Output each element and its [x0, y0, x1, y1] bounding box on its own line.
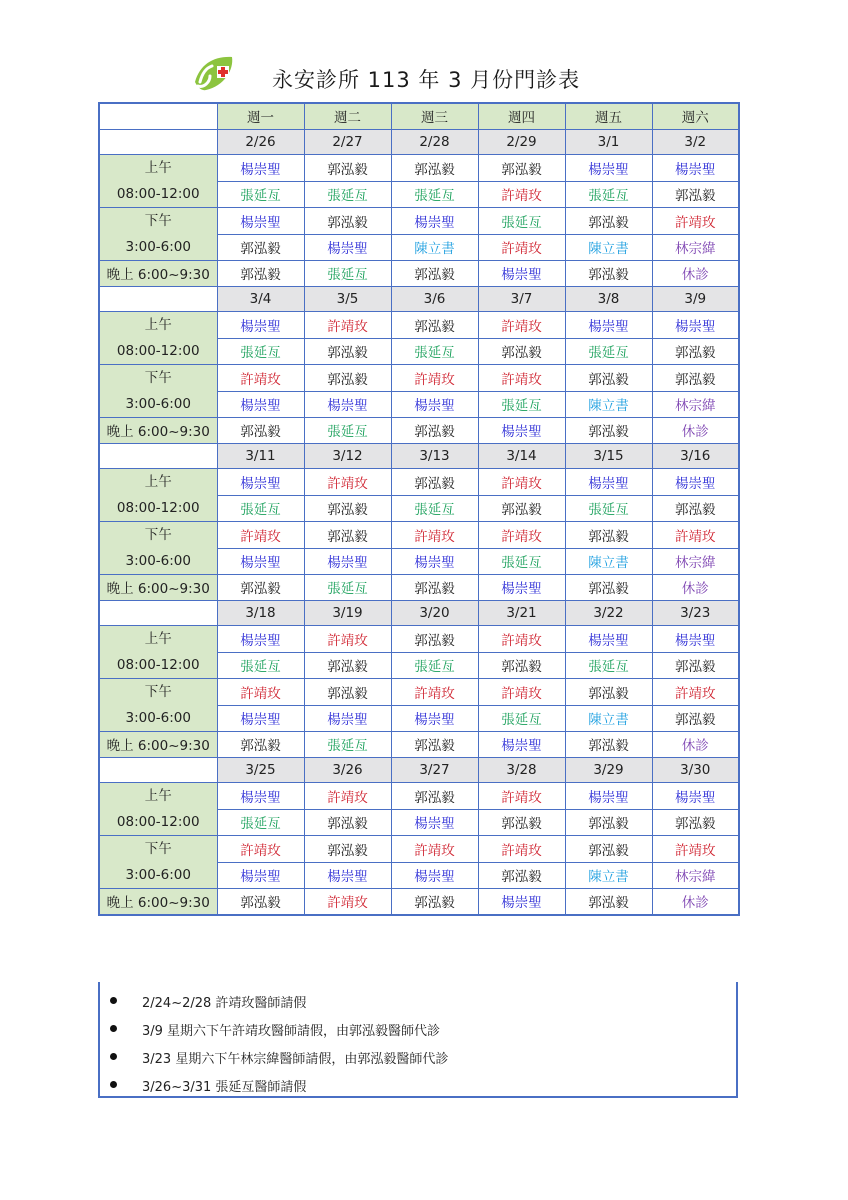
date-cell: 2/27 [304, 129, 391, 155]
am-label [99, 783, 217, 836]
doctor-cell: 郭泓毅 [217, 732, 304, 758]
doctor-cell: 郭泓毅 [565, 522, 652, 549]
pm-label-name: 下午 [144, 684, 172, 700]
doctor-cell: 郭泓毅 [652, 495, 739, 522]
doctor-cell: 休診 [652, 732, 739, 758]
doctor-cell: 張延亙 [565, 652, 652, 679]
pm-label [99, 522, 217, 575]
doctor-cell: 郭泓毅 [565, 208, 652, 235]
date-cell: 2/29 [478, 129, 565, 155]
doctor-cell: 張延亙 [217, 181, 304, 208]
doctor-cell: 楊崇聖 [391, 862, 478, 889]
doctor-cell: 楊崇聖 [391, 809, 478, 836]
doctor-cell: 許靖玫 [478, 234, 565, 261]
doctor-cell: 楊崇聖 [304, 391, 391, 418]
doctor-cell: 郭泓毅 [217, 261, 304, 287]
doctor-cell: 郭泓毅 [565, 365, 652, 392]
am-label [99, 312, 217, 365]
date-row [99, 443, 739, 469]
doctor-cell: 楊崇聖 [217, 208, 304, 235]
doctor-cell: 張延亙 [565, 495, 652, 522]
doctor-cell: 張延亙 [478, 208, 565, 235]
date-row [99, 286, 739, 312]
date-cell: 3/29 [565, 757, 652, 783]
date-cell: 3/20 [391, 600, 478, 626]
doctor-cell: 郭泓毅 [391, 469, 478, 496]
doctor-cell: 張延亙 [391, 495, 478, 522]
date-cell: 3/28 [478, 757, 565, 783]
pm-row [99, 365, 739, 392]
doctor-cell: 許靖玫 [478, 679, 565, 706]
am-label [99, 469, 217, 522]
doctor-cell: 張延亙 [565, 181, 652, 208]
doctor-cell: 楊崇聖 [217, 705, 304, 732]
doctor-cell: 郭泓毅 [478, 652, 565, 679]
doctor-cell: 楊崇聖 [478, 575, 565, 601]
doctor-cell: 郭泓毅 [652, 181, 739, 208]
doctor-cell: 郭泓毅 [217, 418, 304, 444]
date-cell: 3/18 [217, 600, 304, 626]
evening-label: 晚上 6:00~9:30 [99, 261, 217, 287]
doctor-cell: 許靖玫 [652, 208, 739, 235]
doctor-cell: 楊崇聖 [217, 548, 304, 575]
doctor-cell: 郭泓毅 [391, 155, 478, 182]
doctor-cell: 張延亙 [217, 495, 304, 522]
date-cell: 3/16 [652, 443, 739, 469]
date-row [99, 757, 739, 783]
doctor-cell: 郭泓毅 [652, 809, 739, 836]
doctor-cell: 許靖玫 [391, 679, 478, 706]
am-label-name: 上午 [144, 160, 172, 176]
doctor-cell: 郭泓毅 [565, 889, 652, 915]
date-cell: 3/23 [652, 600, 739, 626]
doctor-cell: 楊崇聖 [217, 469, 304, 496]
doctor-cell: 郭泓毅 [565, 575, 652, 601]
note-text: 3/26~3/31 張延亙醫師請假 [142, 1080, 307, 1095]
pm-label-hours: 3:00-6:00 [125, 710, 191, 726]
evening-row [99, 418, 739, 444]
evening-label: 晚上 6:00~9:30 [99, 732, 217, 758]
doctor-cell: 許靖玫 [478, 469, 565, 496]
doctor-cell: 郭泓毅 [565, 809, 652, 836]
doctor-cell: 許靖玫 [478, 312, 565, 339]
pm-row [99, 836, 739, 863]
doctor-cell: 楊崇聖 [391, 208, 478, 235]
corner-cell [99, 103, 217, 129]
doctor-cell: 楊崇聖 [565, 783, 652, 810]
am-label-name: 上午 [144, 788, 172, 804]
doctor-cell: 楊崇聖 [391, 548, 478, 575]
weekday-header: 週五 [565, 103, 652, 129]
am-row [99, 783, 739, 810]
doctor-cell: 郭泓毅 [304, 652, 391, 679]
doctor-cell: 郭泓毅 [304, 155, 391, 182]
am-label-hours: 08:00-12:00 [116, 814, 200, 830]
doctor-cell: 許靖玫 [391, 836, 478, 863]
pm-label-hours: 3:00-6:00 [125, 396, 191, 412]
doctor-cell: 楊崇聖 [652, 469, 739, 496]
am-label [99, 155, 217, 208]
doctor-cell: 郭泓毅 [652, 652, 739, 679]
doctor-cell: 楊崇聖 [304, 548, 391, 575]
doctor-cell: 郭泓毅 [304, 522, 391, 549]
date-row [99, 129, 739, 155]
doctor-cell: 楊崇聖 [217, 626, 304, 653]
date-cell: 3/15 [565, 443, 652, 469]
date-row-label [99, 129, 217, 155]
evening-label: 晚上 6:00~9:30 [99, 889, 217, 915]
date-cell: 3/22 [565, 600, 652, 626]
weekday-header: 週六 [652, 103, 739, 129]
doctor-cell: 郭泓毅 [391, 732, 478, 758]
doctor-cell: 許靖玫 [217, 365, 304, 392]
doctor-cell: 郭泓毅 [478, 155, 565, 182]
bullet-icon [110, 1025, 117, 1032]
doctor-cell: 楊崇聖 [478, 732, 565, 758]
doctor-cell: 許靖玫 [478, 626, 565, 653]
am-label-name: 上午 [144, 474, 172, 490]
doctor-cell: 陳立書 [565, 391, 652, 418]
doctor-cell: 郭泓毅 [304, 809, 391, 836]
am-label-hours: 08:00-12:00 [116, 657, 200, 673]
doctor-cell: 郭泓毅 [304, 495, 391, 522]
am-row [99, 155, 739, 182]
doctor-cell: 張延亙 [217, 809, 304, 836]
evening-label: 晚上 6:00~9:30 [99, 418, 217, 444]
date-cell: 3/1 [565, 129, 652, 155]
evening-row [99, 261, 739, 287]
doctor-cell: 張延亙 [565, 338, 652, 365]
doctor-cell: 林宗緯 [652, 862, 739, 889]
doctor-cell: 楊崇聖 [652, 312, 739, 339]
doctor-cell: 楊崇聖 [652, 155, 739, 182]
doctor-cell: 陳立書 [565, 862, 652, 889]
pm-label-hours: 3:00-6:00 [125, 553, 191, 569]
date-cell: 3/4 [217, 286, 304, 312]
doctor-cell: 張延亙 [217, 652, 304, 679]
am-label-name: 上午 [144, 317, 172, 333]
pm-row [99, 208, 739, 235]
am-row [99, 312, 739, 339]
pm-label [99, 365, 217, 418]
doctor-cell: 楊崇聖 [217, 391, 304, 418]
evening-row [99, 732, 739, 758]
doctor-cell: 張延亙 [478, 548, 565, 575]
am-row [99, 469, 739, 496]
pm-label-name: 下午 [144, 370, 172, 386]
doctor-cell: 郭泓毅 [304, 836, 391, 863]
doctor-cell: 陳立書 [391, 234, 478, 261]
doctor-cell: 許靖玫 [652, 836, 739, 863]
doctor-cell: 郭泓毅 [304, 208, 391, 235]
doctor-cell: 郭泓毅 [304, 365, 391, 392]
date-cell: 3/11 [217, 443, 304, 469]
doctor-cell: 許靖玫 [652, 679, 739, 706]
notes-section [98, 982, 738, 1098]
doctor-cell: 許靖玫 [304, 889, 391, 915]
doctor-cell: 楊崇聖 [652, 626, 739, 653]
doctor-cell: 張延亙 [304, 732, 391, 758]
doctor-cell: 許靖玫 [304, 626, 391, 653]
evening-label: 晚上 6:00~9:30 [99, 575, 217, 601]
date-cell: 3/5 [304, 286, 391, 312]
date-cell: 3/27 [391, 757, 478, 783]
doctor-cell: 楊崇聖 [217, 783, 304, 810]
doctor-cell: 楊崇聖 [565, 469, 652, 496]
doctor-cell: 許靖玫 [304, 312, 391, 339]
pm-label [99, 679, 217, 732]
am-row [99, 626, 739, 653]
date-cell: 3/6 [391, 286, 478, 312]
doctor-cell: 許靖玫 [217, 522, 304, 549]
doctor-cell: 郭泓毅 [391, 575, 478, 601]
doctor-cell: 楊崇聖 [565, 312, 652, 339]
am-label-hours: 08:00-12:00 [116, 186, 200, 202]
doctor-cell: 郭泓毅 [217, 889, 304, 915]
doctor-cell: 郭泓毅 [391, 418, 478, 444]
doctor-cell: 許靖玫 [217, 836, 304, 863]
clinic-logo-icon [192, 52, 238, 96]
doctor-cell: 張延亙 [391, 338, 478, 365]
pm-label [99, 836, 217, 889]
doctor-cell: 陳立書 [565, 705, 652, 732]
pm-label [99, 208, 217, 261]
doctor-cell: 楊崇聖 [478, 418, 565, 444]
weekday-header: 週一 [217, 103, 304, 129]
doctor-cell: 許靖玫 [478, 522, 565, 549]
date-cell: 3/19 [304, 600, 391, 626]
doctor-cell: 郭泓毅 [565, 418, 652, 444]
date-cell: 3/13 [391, 443, 478, 469]
date-row-label [99, 286, 217, 312]
doctor-cell: 郭泓毅 [304, 338, 391, 365]
doctor-cell: 許靖玫 [304, 469, 391, 496]
date-row-label [99, 443, 217, 469]
doctor-cell: 楊崇聖 [304, 234, 391, 261]
doctor-cell: 楊崇聖 [478, 261, 565, 287]
date-cell: 2/26 [217, 129, 304, 155]
date-cell: 3/9 [652, 286, 739, 312]
doctor-cell: 許靖玫 [391, 365, 478, 392]
am-label-hours: 08:00-12:00 [116, 500, 200, 516]
doctor-cell: 林宗緯 [652, 234, 739, 261]
page-title: 永安診所 113 年 3 月份門診表 [272, 68, 581, 92]
doctor-cell: 郭泓毅 [304, 679, 391, 706]
doctor-cell: 郭泓毅 [391, 312, 478, 339]
weekday-header: 週二 [304, 103, 391, 129]
doctor-cell: 楊崇聖 [217, 155, 304, 182]
doctor-cell: 郭泓毅 [391, 889, 478, 915]
doctor-cell: 郭泓毅 [391, 783, 478, 810]
date-row [99, 600, 739, 626]
date-cell: 3/2 [652, 129, 739, 155]
am-label-name: 上午 [144, 631, 172, 647]
doctor-cell: 許靖玫 [478, 181, 565, 208]
doctor-cell: 陳立書 [565, 548, 652, 575]
weekday-header-row [99, 103, 739, 129]
am-label [99, 626, 217, 679]
date-cell: 3/8 [565, 286, 652, 312]
doctor-cell: 楊崇聖 [217, 312, 304, 339]
doctor-cell: 郭泓毅 [478, 338, 565, 365]
bullet-icon [110, 1053, 117, 1060]
doctor-cell: 郭泓毅 [652, 338, 739, 365]
doctor-cell: 楊崇聖 [391, 705, 478, 732]
pm-label-name: 下午 [144, 841, 172, 857]
doctor-cell: 張延亙 [304, 261, 391, 287]
pm-row [99, 679, 739, 706]
date-cell: 3/12 [304, 443, 391, 469]
pm-label-hours: 3:00-6:00 [125, 867, 191, 883]
doctor-cell: 楊崇聖 [217, 862, 304, 889]
doctor-cell: 許靖玫 [304, 783, 391, 810]
doctor-cell: 休診 [652, 889, 739, 915]
doctor-cell: 林宗緯 [652, 548, 739, 575]
doctor-cell: 郭泓毅 [217, 234, 304, 261]
doctor-cell: 許靖玫 [217, 679, 304, 706]
doctor-cell: 許靖玫 [652, 522, 739, 549]
bullet-icon [110, 1081, 117, 1088]
date-cell: 3/21 [478, 600, 565, 626]
doctor-cell: 郭泓毅 [565, 679, 652, 706]
doctor-cell: 楊崇聖 [304, 705, 391, 732]
doctor-cell: 郭泓毅 [478, 495, 565, 522]
date-cell: 3/26 [304, 757, 391, 783]
doctor-cell: 許靖玫 [478, 365, 565, 392]
doctor-cell: 休診 [652, 418, 739, 444]
schedule-table [98, 102, 740, 916]
note-text: 3/23 星期六下午林宗緯醫師請假，由郭泓毅醫師代診 [142, 1052, 449, 1067]
doctor-cell: 陳立書 [565, 234, 652, 261]
date-cell: 3/14 [478, 443, 565, 469]
pm-label-name: 下午 [144, 527, 172, 543]
doctor-cell: 楊崇聖 [565, 626, 652, 653]
weekday-header: 週三 [391, 103, 478, 129]
doctor-cell: 郭泓毅 [565, 261, 652, 287]
header [0, 52, 848, 100]
date-cell: 2/28 [391, 129, 478, 155]
date-cell: 3/7 [478, 286, 565, 312]
doctor-cell: 郭泓毅 [565, 836, 652, 863]
doctor-cell: 張延亙 [478, 391, 565, 418]
doctor-cell: 張延亙 [391, 181, 478, 208]
doctor-cell: 郭泓毅 [478, 862, 565, 889]
doctor-cell: 許靖玫 [391, 522, 478, 549]
date-cell: 3/30 [652, 757, 739, 783]
doctor-cell: 張延亙 [217, 338, 304, 365]
note-text: 3/9 星期六下午許靖玫醫師請假，由郭泓毅醫師代診 [142, 1024, 441, 1039]
doctor-cell: 許靖玫 [478, 783, 565, 810]
doctor-cell: 楊崇聖 [391, 391, 478, 418]
weekday-header: 週四 [478, 103, 565, 129]
doctor-cell: 郭泓毅 [217, 575, 304, 601]
doctor-cell: 張延亙 [391, 652, 478, 679]
evening-row [99, 575, 739, 601]
pm-label-name: 下午 [144, 213, 172, 229]
doctor-cell: 林宗緯 [652, 391, 739, 418]
pm-label-hours: 3:00-6:00 [125, 239, 191, 255]
pm-row [99, 522, 739, 549]
doctor-cell: 休診 [652, 261, 739, 287]
date-cell: 3/25 [217, 757, 304, 783]
doctor-cell: 張延亙 [478, 705, 565, 732]
doctor-cell: 楊崇聖 [565, 155, 652, 182]
doctor-cell: 楊崇聖 [652, 783, 739, 810]
evening-row [99, 889, 739, 915]
doctor-cell: 郭泓毅 [391, 261, 478, 287]
doctor-cell: 張延亙 [304, 575, 391, 601]
doctor-cell: 郭泓毅 [478, 809, 565, 836]
date-row-label [99, 757, 217, 783]
doctor-cell: 休診 [652, 575, 739, 601]
bullet-icon [110, 997, 117, 1004]
note-text: 2/24~2/28 許靖玫醫師請假 [142, 996, 307, 1011]
doctor-cell: 張延亙 [304, 418, 391, 444]
date-row-label [99, 600, 217, 626]
doctor-cell: 張延亙 [304, 181, 391, 208]
doctor-cell: 楊崇聖 [478, 889, 565, 915]
doctor-cell: 許靖玫 [478, 836, 565, 863]
doctor-cell: 郭泓毅 [391, 626, 478, 653]
doctor-cell: 郭泓毅 [652, 365, 739, 392]
doctor-cell: 楊崇聖 [304, 862, 391, 889]
doctor-cell: 郭泓毅 [565, 732, 652, 758]
doctor-cell: 郭泓毅 [652, 705, 739, 732]
am-label-hours: 08:00-12:00 [116, 343, 200, 359]
